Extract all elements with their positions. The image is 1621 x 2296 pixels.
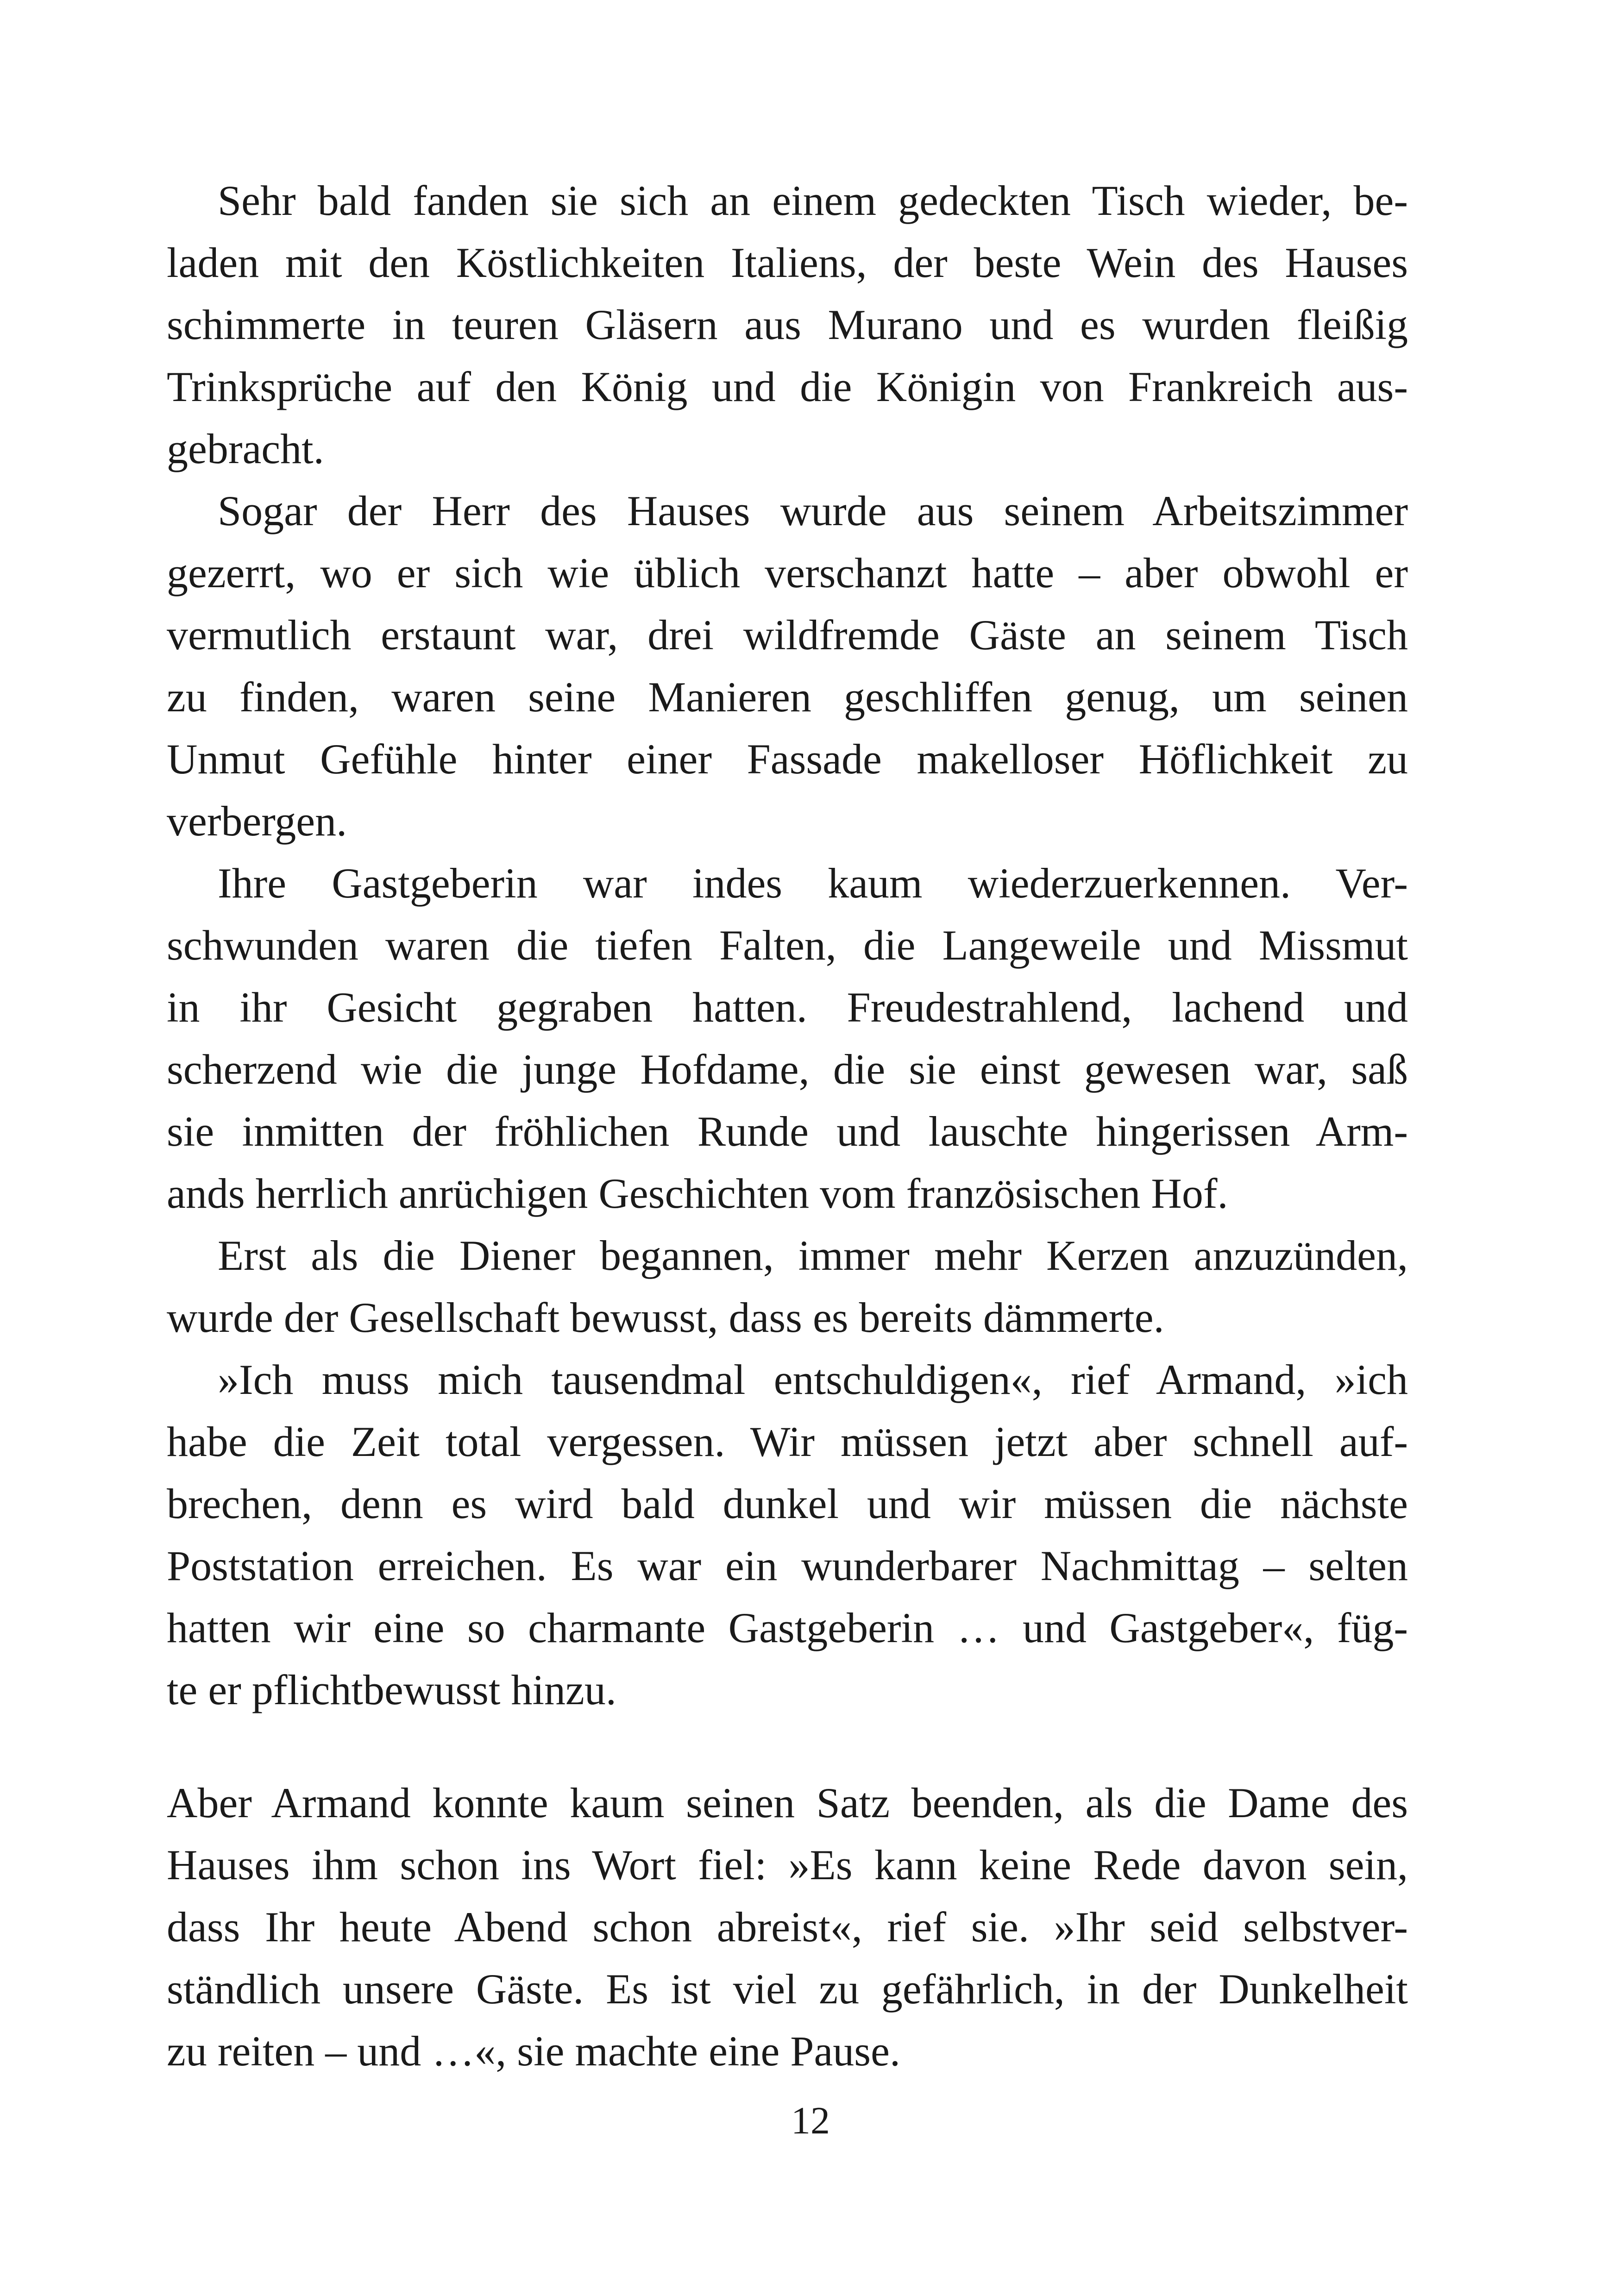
text-line: verbergen. <box>167 797 347 845</box>
text-line: brechen, denn es wird bald dunkel und wir müssen die nächste <box>167 1480 1408 1527</box>
text-line: dass Ihr heute Abend schon abreist«, rief sie. »Ihr seid selbstver- <box>167 1903 1408 1951</box>
text-line: scherzend wie die junge Hofdame, die sie einst gewesen war, saß <box>167 1046 1408 1093</box>
text-line: wurde der Gesellschaft bewusst, dass es bereits dämmerte. <box>167 1294 1164 1341</box>
page-number: 12 <box>791 2099 830 2142</box>
text-line: habe die Zeit total vergessen. Wir müssen jetzt aber schnell auf- <box>167 1418 1408 1465</box>
text-line: »Ich muss mich tausendmal entschuldigen«, rief Armand, »ich <box>218 1356 1408 1403</box>
text-line: Ihre Gastgeberin war indes kaum wiederzuerkennen. Ver- <box>218 859 1408 907</box>
text-line: Sehr bald fanden sie sich an einem gedeckten Tisch wieder, be- <box>218 177 1408 224</box>
body-text <box>167 169 1408 1721</box>
text-line: ands herrlich anrüchigen Geschichten vom französischen Hof. <box>167 1170 1228 1217</box>
text-line: Hauses ihm schon ins Wort fiel: »Es kann keine Rede davon sein, <box>167 1841 1408 1888</box>
text-line: Trinksprüche auf den König und die Königin von Frankreich aus- <box>167 363 1408 410</box>
text-line: gezerrt, wo er sich wie üblich verschanzt hatte – aber obwohl er <box>167 549 1408 596</box>
text-line: Aber Armand konnte kaum seinen Satz beenden, als die Dame des <box>167 1779 1408 1826</box>
text-line: schwunden waren die tiefen Falten, die Langeweile und Missmut <box>167 922 1408 969</box>
text-line: ständlich unsere Gäste. Es ist viel zu gefährlich, in der Dunkelheit <box>167 1965 1408 2013</box>
text-line: hatten wir eine so charmante Gastgeberin … und Gastgeber«, füg- <box>167 1604 1408 1651</box>
text-line: zu finden, waren seine Manieren geschliffen genug, um seinen <box>167 673 1408 721</box>
body-text-section-2 <box>167 1772 1408 2082</box>
text-line: te er pflichtbewusst hinzu. <box>167 1666 616 1713</box>
text-line: in ihr Gesicht gegraben hatten. Freudestrahlend, lachend und <box>167 984 1408 1031</box>
text-line: Sogar der Herr des Hauses wurde aus seinem Arbeitszimmer <box>218 487 1408 534</box>
text-line: laden mit den Köstlichkeiten Italiens, der beste Wein des Hauses <box>167 239 1408 286</box>
text-line: gebracht. <box>167 425 324 472</box>
text-line: Unmut Gefühle hinter einer Fassade makelloser Höflichkeit zu <box>167 735 1408 783</box>
text-line: sie inmitten der fröhlichen Runde und lauschte hingerissen Arm- <box>167 1108 1408 1155</box>
text-line: Poststation erreichen. Es war ein wunderbarer Nachmittag – selten <box>167 1542 1408 1589</box>
text-line: schimmerte in teuren Gläsern aus Murano und es wurden fleißig <box>167 301 1408 348</box>
text-line: zu reiten – und …«, sie machte eine Pause. <box>167 2027 900 2075</box>
text-line: Erst als die Diener begannen, immer mehr Kerzen anzuzünden, <box>218 1232 1408 1279</box>
text-line: vermutlich erstaunt war, drei wildfremde Gäste an seinem Tisch <box>167 611 1408 659</box>
